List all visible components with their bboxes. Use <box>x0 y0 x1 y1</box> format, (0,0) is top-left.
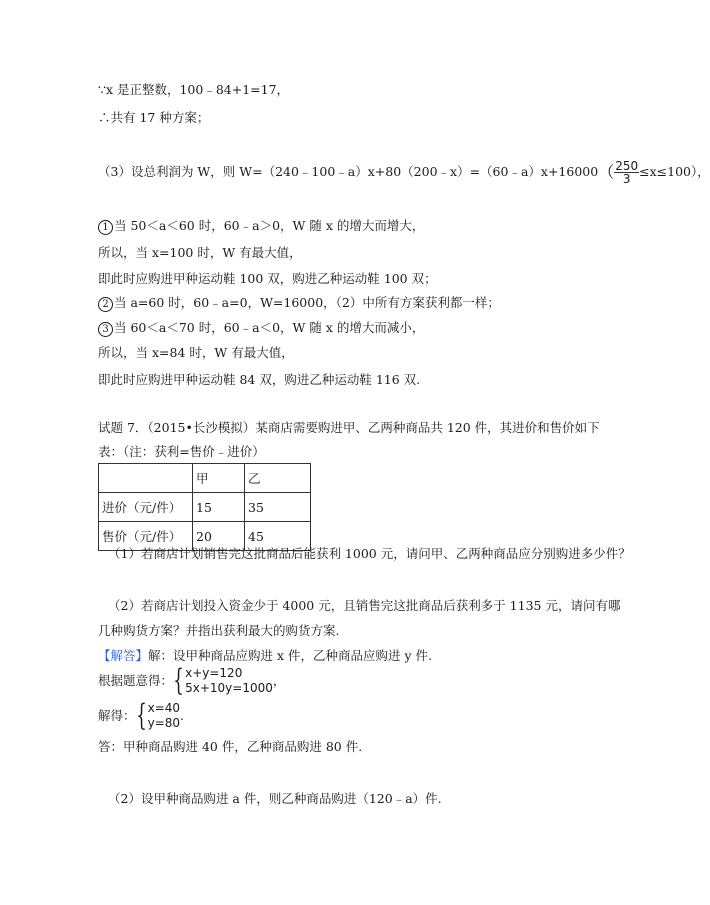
table-cell: 15 <box>193 493 245 522</box>
table-header-row <box>99 464 311 493</box>
equation-system-line <box>98 663 286 698</box>
answer-intro-text: 解：设甲种商品应购进 x 件，乙种商品应购进 y 件. <box>148 648 432 663</box>
left-brace: { <box>135 698 147 733</box>
table-row <box>99 493 311 522</box>
case-2-line <box>98 295 500 312</box>
system-period: . <box>180 708 185 723</box>
circled-number-1: 1 <box>98 220 113 235</box>
table-cell: 20 <box>193 522 245 551</box>
table-cell: 售价（元/件） <box>99 522 193 551</box>
fraction-numerator: 250 <box>615 159 639 173</box>
profit-formula-suffix: ≤x≤100）， <box>639 164 710 179</box>
case-3-so-line: 所以，当 x=84 时，W 有最大值， <box>98 345 294 360</box>
case-3-line <box>98 320 424 337</box>
circled-number-2: 2 <box>98 297 113 312</box>
fraction-denominator: 3 <box>622 172 631 186</box>
answer-line: 答：甲种商品购进 40 件，乙种商品购进 80 件. <box>98 739 363 754</box>
table-cell: 45 <box>245 522 311 551</box>
answer-intro-line <box>98 648 432 664</box>
fraction-250-3 <box>614 160 639 185</box>
solve-label: 解得： <box>98 708 136 723</box>
setup-label: 根据题意得： <box>98 673 174 688</box>
line-17-plans: ∴共有 17 种方案； <box>98 110 210 125</box>
profit-formula-line <box>98 160 710 185</box>
line-positive-integer: ∵x 是正整数，100﹣84+1=17， <box>98 82 290 97</box>
solution-system-line <box>98 698 185 733</box>
problem-7-intro-line-2: 表：（注：获利=售价﹣进价） <box>98 444 265 459</box>
answer-tag: 【解答】 <box>98 648 149 663</box>
equation-system <box>185 666 273 696</box>
solution-x: x=40 <box>147 701 181 715</box>
table-header-cell <box>99 464 193 493</box>
price-table <box>98 463 311 551</box>
case-1-line <box>98 218 424 235</box>
table-header-cell: 甲 <box>193 464 245 493</box>
table-cell: 35 <box>245 493 311 522</box>
equation-1: x+y=120 <box>185 666 243 680</box>
equation-2: 5x+10y=1000 <box>185 681 273 695</box>
table-cell: 进价（元/件） <box>99 493 193 522</box>
case-1-text: 当 50＜a＜60 时，60﹣a＞0，W 随 x 的增大而增大， <box>114 218 425 233</box>
question-2-line-1: （2）若商店计划投入资金少于 4000 元，且销售完这批商品后获利多于 1135 元，请问有哪 <box>108 598 621 613</box>
solution-y: y=80 <box>147 716 181 730</box>
case-1-so-line: 所以，当 x=100 时，W 有最大值， <box>98 245 302 260</box>
profit-formula-prefix: （3）设总利润为 W，则 W=（240﹣100﹣a）x+80（200﹣x）=（60﹣a）x+16000 <box>98 164 599 179</box>
circled-number-3: 3 <box>98 322 113 337</box>
question-2-line-2: 几种购货方案？并指出获利最大的购货方案. <box>98 623 340 638</box>
case-3-text: 当 60＜a＜70 时，60﹣a＜0，W 随 x 的增大而减小， <box>114 320 425 335</box>
left-brace: { <box>173 663 184 698</box>
open-paren: （ <box>598 162 615 182</box>
case-2-text: 当 a=60 时，60﹣a=0，W=16000，（2）中所有方案获利都一样； <box>114 295 500 310</box>
case-1-result-line: 即此时应购进甲种运动鞋 100 双，购进乙种运动鞋 100 双； <box>98 271 437 286</box>
solution-system <box>148 701 180 731</box>
table-header-cell: 乙 <box>245 464 311 493</box>
system-comma: ， <box>272 673 286 688</box>
problem-7-intro-line-1: 试题 7．（2015•长沙模拟）某商店需要购进甲、乙两种商品共 120 件，其进价和售价如下 <box>98 420 600 435</box>
question-1: （1）若商店计划销售完这批商品后能获利 1000 元，请问甲、乙两种商品应分别购进多少件？ <box>108 546 631 561</box>
part-2-start-line: （2）设甲种商品购进 a 件，则乙种商品购进（120﹣a）件. <box>108 791 442 806</box>
case-3-result-line: 即此时应购进甲种运动鞋 84 双，购进乙种运动鞋 116 双. <box>98 372 421 387</box>
